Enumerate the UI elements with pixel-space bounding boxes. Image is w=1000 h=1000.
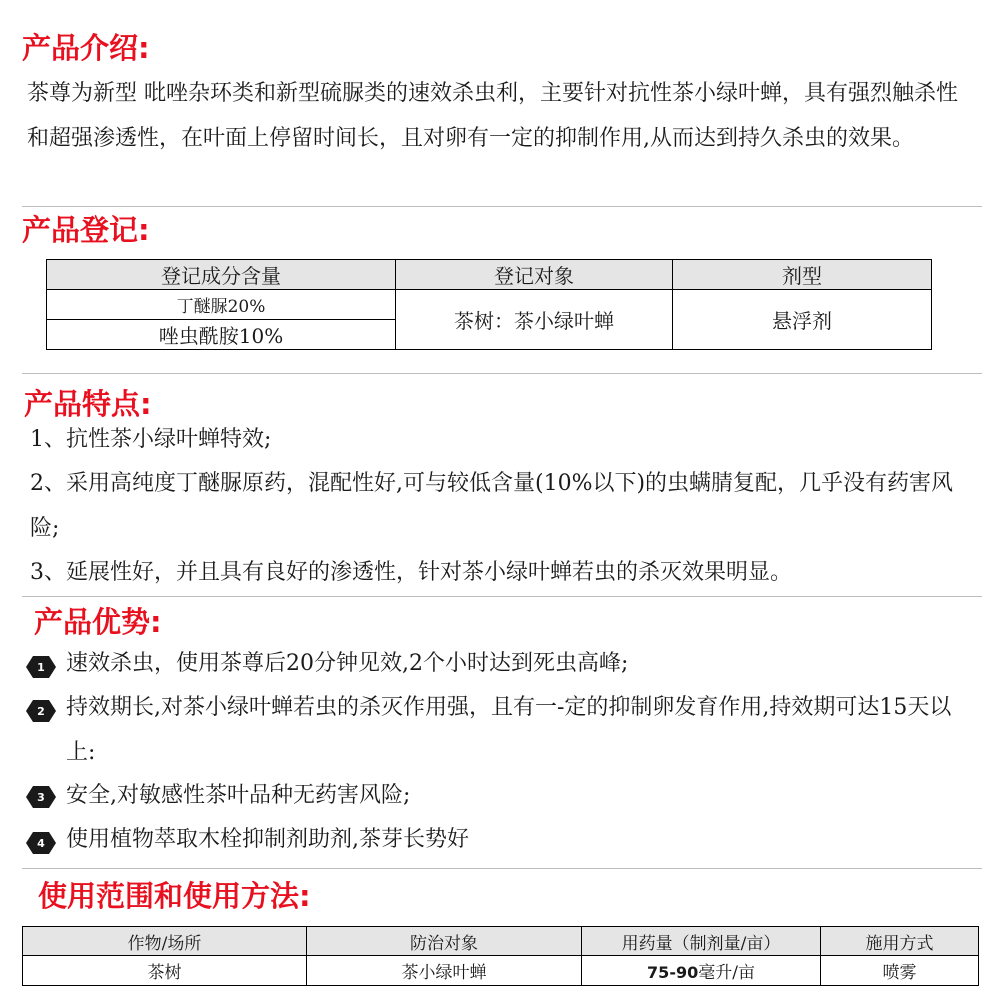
intro-paragraph: 茶尊为新型 吡唑杂环类和新型硫脲类的速效杀虫利，主要针对抗性茶小绿叶蝉，具有强烈触杀性和超强渗透性，在叶面上停留时间长，且对卵有一定的抑制作用,从而达到持久杀虫的效果。 [27,81,958,151]
divider [22,868,982,869]
header-method: 施用方式 [821,927,979,956]
number-badge-icon: 4 [26,832,56,854]
usage-title: 使用范围和使用方法: [38,879,311,913]
method-cell: 喷雾 [821,956,979,986]
header-crop: 作物/场所 [23,927,307,956]
pest-cell: 茶小绿叶蝉 [307,956,582,986]
header-formulation: 剂型 [673,260,932,290]
advantage-item: 安全,对敏感性茶叶品种无药害风险; [66,783,411,808]
number-badge-icon: 1 [26,656,56,678]
registration-header-row [47,260,932,290]
usage-header-row [23,927,979,956]
advantage-item: 持效期长,对茶小绿叶蝉若虫的杀灭作用强，且有一-定的抑制卵发育作用,持效期可达15天以上: [66,695,952,765]
usage-table [22,926,979,986]
number-badge-icon: 2 [26,700,56,722]
advantages-title: 产品优势: [34,605,162,639]
header-pest: 防治对象 [307,927,582,956]
table-row [47,290,932,320]
target-cell: 茶树：茶小绿叶蝉 [396,290,673,350]
formulation-cell: 悬浮剂 [673,290,932,350]
ingredient-cell: 唑虫酰胺10% [47,320,396,350]
dose-unit: 毫升/亩 [698,963,755,983]
registration-title: 产品登记: [22,213,150,247]
advantage-item: 使用植物萃取木栓抑制剂助剂,茶芽长势好 [66,827,469,852]
header-target: 登记对象 [396,260,673,290]
advantage-item: 速效杀虫，使用茶尊后20分钟见效,2个小时达到死虫高峰; [66,651,629,676]
dose-value: 75-90 [647,963,699,982]
feature-item: 3、延展性好，并且具有良好的渗透性，针对茶小绿叶蝉若虫的杀灭效果明显。 [30,560,792,585]
features-title: 产品特点: [24,387,152,421]
divider [22,206,982,207]
feature-item: 2、采用高纯度丁醚脲原药，混配性好,可与较低含量(10%以下)的虫螨腈复配，几乎没有药害风险; [30,471,954,541]
header-ingredient: 登记成分含量 [47,260,396,290]
feature-item: 1、抗性茶小绿叶蝉特效; [30,427,272,452]
ingredient-cell: 丁醚脲20% [47,290,396,320]
table-row [23,956,979,986]
intro-title: 产品介绍: [22,31,150,65]
registration-table [46,259,932,350]
crop-cell: 茶树 [23,956,307,986]
divider [22,373,982,374]
header-dose: 用药量（制剂量/亩） [582,927,821,956]
divider [22,596,982,597]
number-badge-icon: 3 [26,786,56,808]
dose-cell [582,956,821,986]
